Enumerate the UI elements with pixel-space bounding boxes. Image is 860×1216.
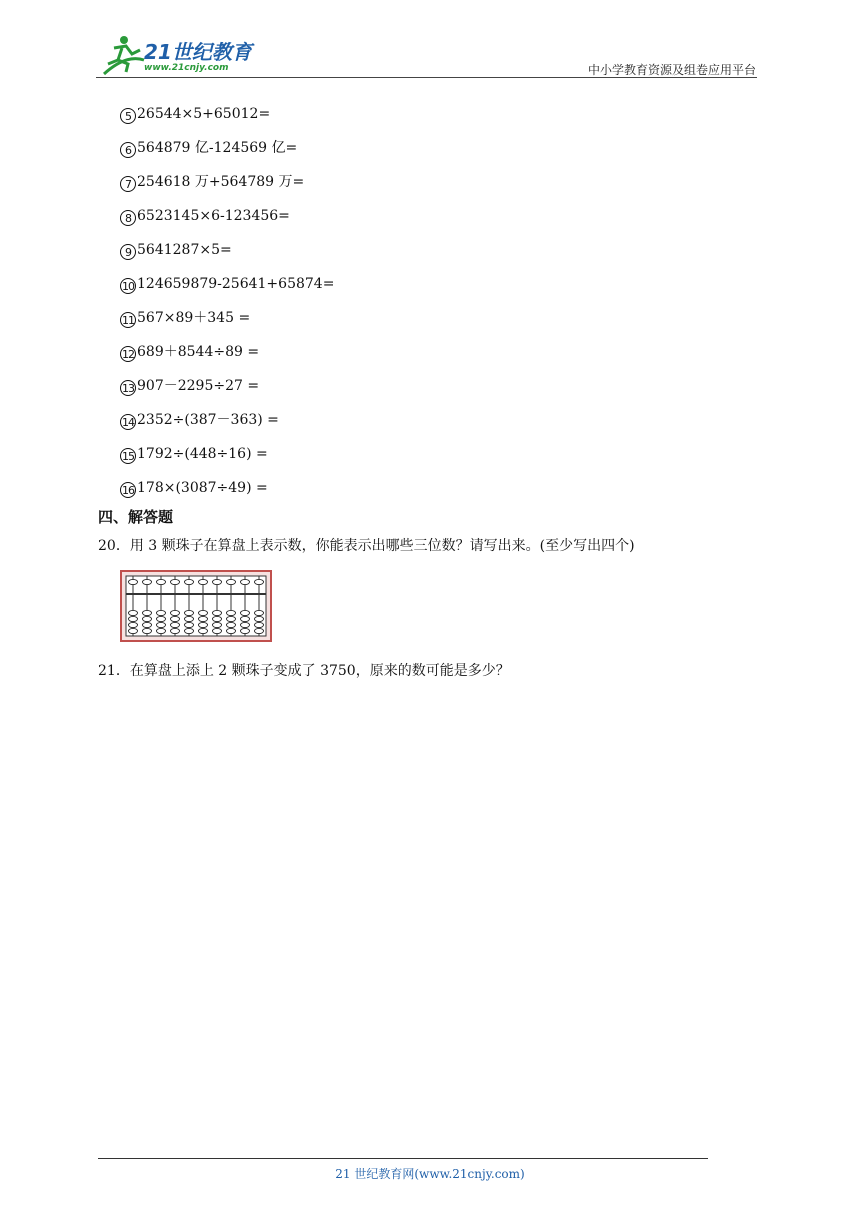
circled-number: 5	[120, 108, 136, 124]
abacus-figure	[120, 570, 272, 642]
circled-number: 9	[120, 244, 136, 260]
abacus-bead	[129, 628, 138, 633]
calculation-text: 5641287×5=	[137, 242, 232, 258]
abacus-bead	[171, 610, 180, 615]
circled-number: 16	[122, 484, 134, 497]
abacus-bead	[213, 628, 222, 633]
abacus-bead	[143, 610, 152, 615]
abacus-bead	[129, 579, 138, 584]
circled-number: 10	[122, 280, 134, 293]
calculation-text: 254618 万+564789 万=	[137, 174, 305, 190]
abacus-bead	[185, 628, 194, 633]
circled-number: 14	[122, 416, 134, 429]
footer-divider	[98, 1158, 708, 1159]
abacus-bead	[241, 616, 250, 621]
calculation-item	[120, 444, 334, 478]
abacus-bead	[171, 622, 180, 627]
abacus-bead	[185, 616, 194, 621]
platform-name: 中小学教育资源及组卷应用平台	[587, 63, 756, 77]
problem-20: 20．用 3 颗珠子在算盘上表示数，你能表示出哪些三位数？请写出来。(至少写出四个)	[98, 538, 635, 554]
abacus-bead	[227, 579, 236, 584]
abacus-bead	[213, 579, 222, 584]
circled-number: 7	[120, 176, 136, 192]
calculation-list	[120, 104, 334, 512]
abacus-bead	[129, 616, 138, 621]
footer-text: 21 世纪教育网(www.21cnjy.com)	[335, 1167, 525, 1181]
abacus-bead	[199, 622, 208, 627]
calculation-text: 6523145×6-123456=	[137, 208, 290, 224]
abacus-bead	[255, 616, 264, 621]
abacus-bead	[199, 616, 208, 621]
calculation-item	[120, 240, 334, 274]
calculation-item	[120, 308, 334, 342]
abacus-bead	[157, 628, 166, 633]
calculation-text: 26544×5+65012=	[137, 106, 271, 122]
abacus-bead	[199, 610, 208, 615]
abacus-bead	[185, 622, 194, 627]
abacus-bead	[213, 616, 222, 621]
circled-number: 8	[120, 210, 136, 226]
abacus-bead	[199, 579, 208, 584]
abacus-bead	[255, 622, 264, 627]
calculation-text: 2352÷(387－363) =	[137, 412, 279, 428]
abacus-bead	[171, 616, 180, 621]
abacus-bead	[143, 628, 152, 633]
abacus-bead	[143, 616, 152, 621]
abacus-bead	[143, 579, 152, 584]
abacus-bead	[255, 610, 264, 615]
calculation-text: 124659879-25641+65874=	[137, 276, 335, 292]
problem-21: 21．在算盘上添上 2 颗珠子变成了 3750，原来的数可能是多少？	[98, 663, 510, 679]
abacus-bead	[143, 622, 152, 627]
calculation-item	[120, 172, 334, 206]
abacus-bead	[255, 579, 264, 584]
abacus-bead	[185, 579, 194, 584]
section-title: 四、解答题	[98, 508, 174, 526]
abacus-bead	[255, 628, 264, 633]
abacus-bead	[241, 628, 250, 633]
calculation-item	[120, 410, 334, 444]
abacus-bead	[241, 622, 250, 627]
abacus-bead	[213, 610, 222, 615]
page-header	[0, 0, 860, 80]
header-divider	[96, 77, 757, 78]
abacus-bead	[199, 628, 208, 633]
circled-number: 15	[122, 450, 134, 463]
abacus-bead	[171, 628, 180, 633]
logo-text: 21世纪教育	[144, 40, 252, 64]
abacus-bead	[157, 616, 166, 621]
abacus-bead	[213, 622, 222, 627]
calculation-text: 907－2295÷27 =	[137, 378, 260, 394]
abacus-bead	[129, 622, 138, 627]
abacus-bead	[227, 628, 236, 633]
abacus-bead	[129, 610, 138, 615]
abacus-bead	[241, 610, 250, 615]
calculation-item	[120, 342, 334, 376]
abacus-bead	[227, 616, 236, 621]
circled-number: 6	[120, 142, 136, 158]
calculation-item	[120, 104, 334, 138]
abacus-bead	[227, 610, 236, 615]
calculation-item	[120, 274, 334, 308]
circled-number: 11	[122, 314, 134, 327]
calculation-item	[120, 376, 334, 410]
logo-url: www.21cnjy.com	[144, 63, 229, 73]
calculation-text: 689＋8544÷89 =	[137, 344, 260, 360]
circled-number: 12	[122, 348, 134, 361]
abacus-bead	[157, 622, 166, 627]
calculation-text: 1792÷(448÷16) =	[137, 446, 268, 462]
calculation-text: 567×89＋345 =	[137, 310, 251, 326]
calculation-text: 178×(3087÷49) =	[137, 480, 268, 496]
abacus-bead	[157, 610, 166, 615]
circled-number: 13	[122, 382, 134, 395]
calculation-item	[120, 138, 334, 172]
abacus-bead	[227, 622, 236, 627]
abacus-bead	[185, 610, 194, 615]
abacus-bead	[171, 579, 180, 584]
abacus-bead	[241, 579, 250, 584]
calculation-text: 564879 亿-124569 亿=	[137, 140, 298, 156]
calculation-item	[120, 206, 334, 240]
abacus-bead	[157, 579, 166, 584]
